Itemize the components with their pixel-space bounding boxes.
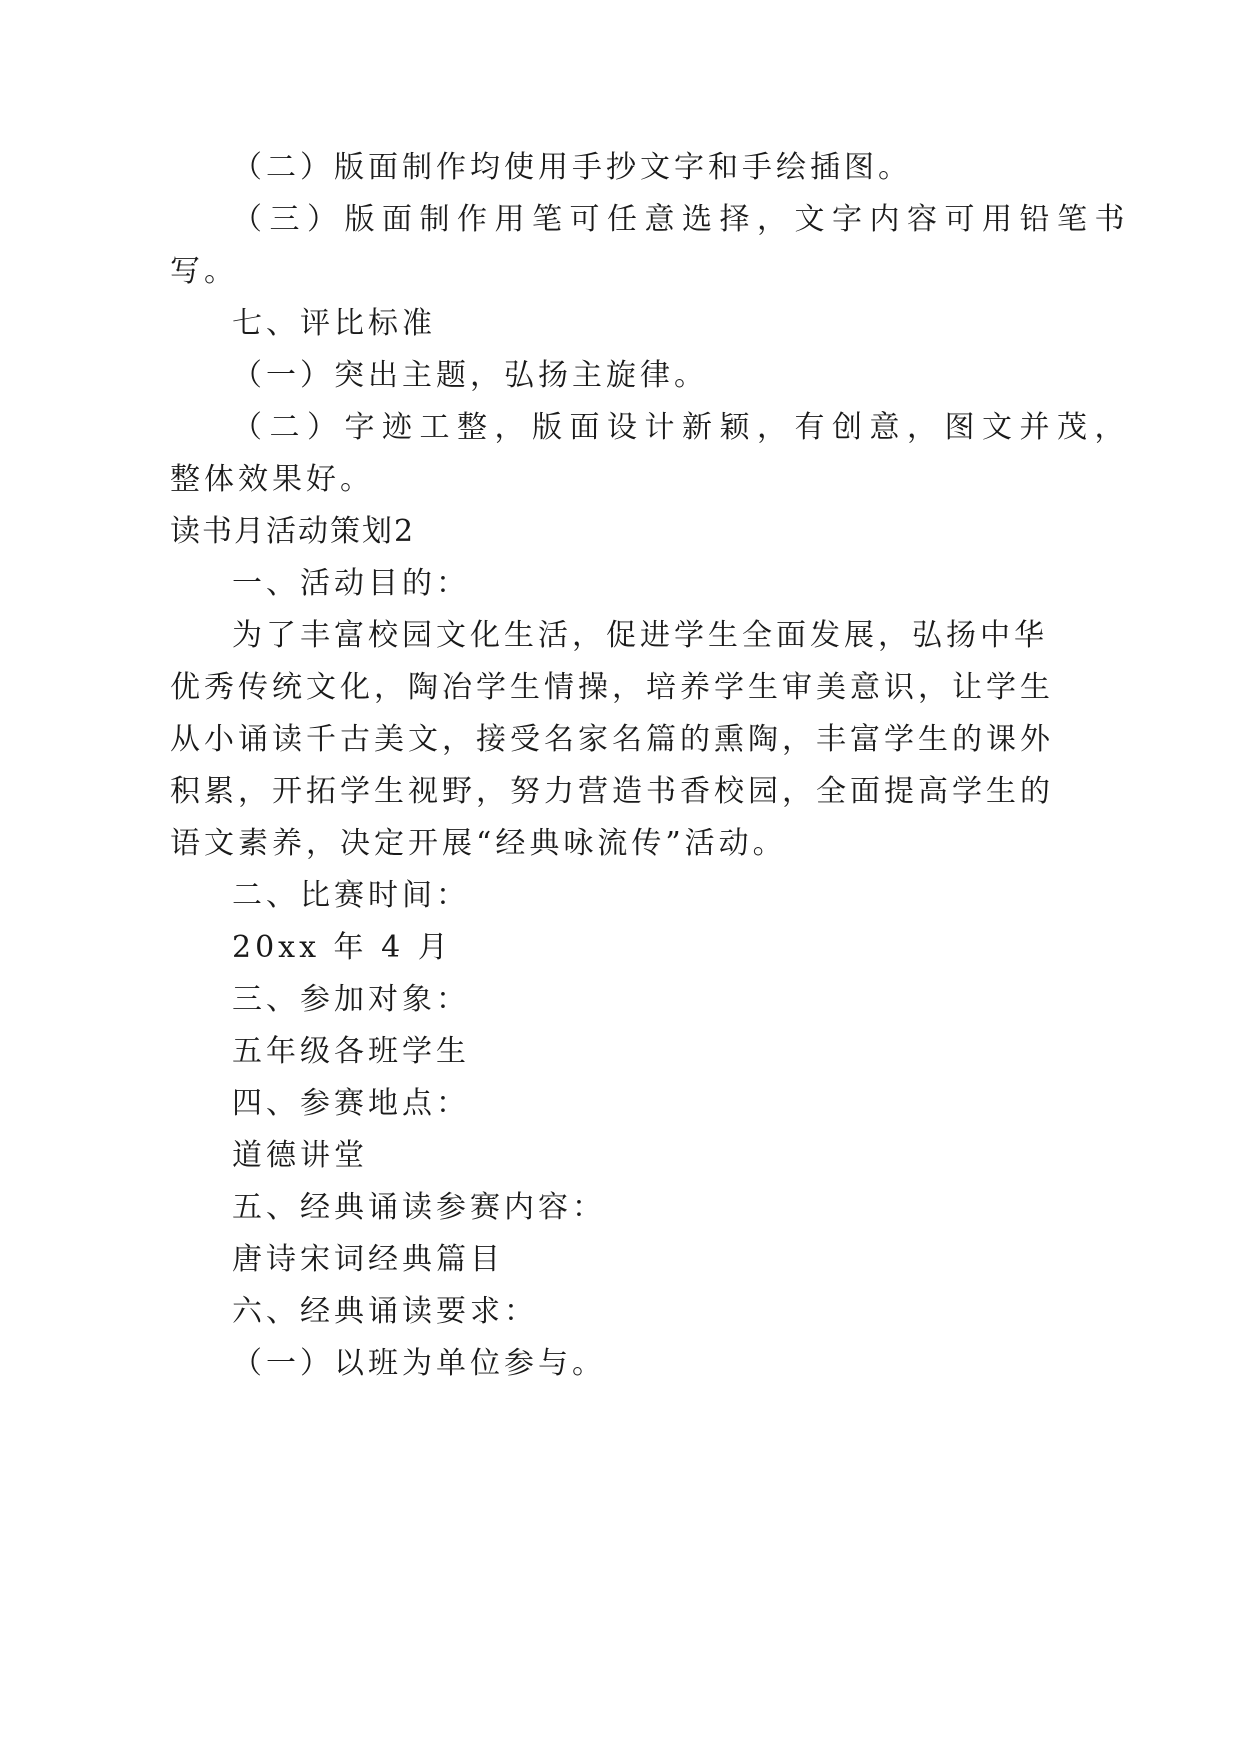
text-line: （三）版面制作用笔可任意选择，文字内容可用铅笔书 bbox=[232, 202, 1132, 237]
section-heading: 六、经典诵读要求： bbox=[232, 1294, 538, 1329]
section-heading: 五、经典诵读参赛内容： bbox=[232, 1190, 606, 1225]
text-line: 唐诗宋词经典篇目 bbox=[232, 1242, 504, 1277]
text-line: 道德讲堂 bbox=[232, 1138, 368, 1173]
text-line: 从小诵读千古美文，接受名家名篇的熏陶，丰富学生的课外 bbox=[170, 722, 1054, 757]
document-title: 读书月活动策划2 bbox=[170, 514, 416, 549]
text-line: 语文素养，决定开展“经典咏流传”活动。 bbox=[170, 826, 787, 861]
text-line: 优秀传统文化，陶冶学生情操，培养学生审美意识，让学生 bbox=[170, 670, 1054, 705]
text-line: （一）以班为单位参与。 bbox=[232, 1346, 606, 1381]
section-heading: 二、比赛时间： bbox=[232, 878, 470, 913]
text-line: （一）突出主题，弘扬主旋律。 bbox=[232, 358, 708, 393]
section-heading: 四、参赛地点： bbox=[232, 1086, 470, 1121]
text-line: 20xx 年 4 月 bbox=[232, 930, 452, 965]
text-line: 积累，开拓学生视野，努力营造书香校园，全面提高学生的 bbox=[170, 774, 1054, 809]
text-line: 写。 bbox=[170, 254, 238, 289]
section-heading: 三、参加对象： bbox=[232, 982, 470, 1017]
section-heading: 七、评比标准 bbox=[232, 306, 436, 341]
text-line: （二）版面制作均使用手抄文字和手绘插图。 bbox=[232, 150, 912, 185]
text-line: 整体效果好。 bbox=[170, 462, 374, 497]
section-heading: 一、活动目的： bbox=[232, 566, 470, 601]
text-line: 为了丰富校园文化生活，促进学生全面发展，弘扬中华 bbox=[232, 618, 1048, 653]
text-line: （二）字迹工整，版面设计新颖，有创意，图文并茂， bbox=[232, 410, 1132, 445]
text-line: 五年级各班学生 bbox=[232, 1034, 470, 1069]
